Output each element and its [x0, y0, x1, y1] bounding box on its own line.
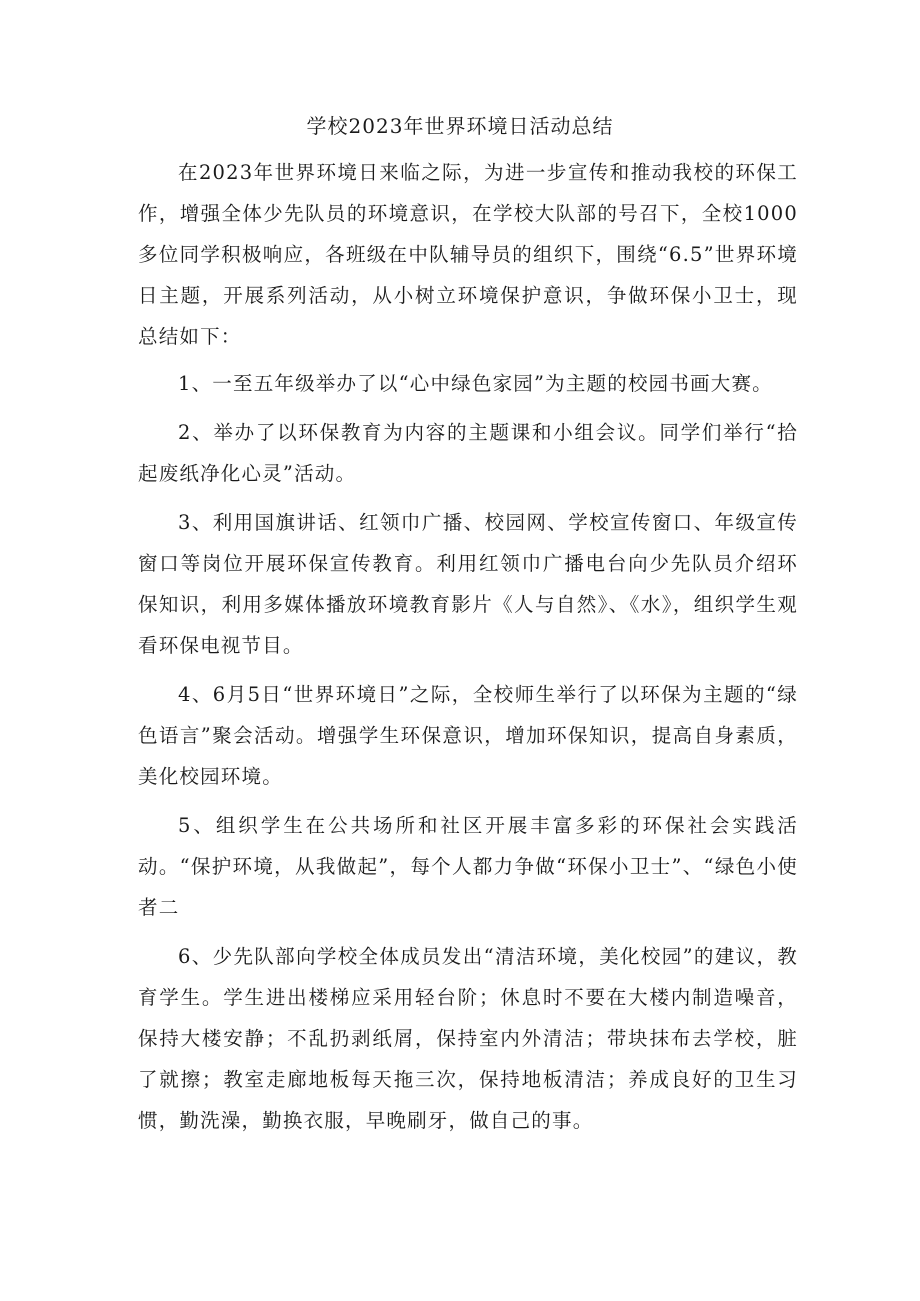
document-title: 学校2023年世界环境日活动总结 — [306, 114, 614, 138]
item-paragraph-2: 2、举办了以环保教育为内容的主题课和小组会议。同学们举行“拾起废纸净化心灵”活动。 — [138, 421, 798, 485]
document-body — [138, 152, 798, 1149]
item-paragraph-1: 1、一至五年级举办了以“心中绿色家园”为主题的校园书画大赛。 — [178, 372, 773, 395]
item-paragraph-3: 3、利用国旗讲话、红领巾广播、校园网、学校宣传窗口、年级宣传窗口等岗位开展环保宣传教育。利用红领巾广播电台向少先队员介绍环保知识，利用多媒体播放环境教育影片《人与自然》、《水》，组织学生观看环保电视节目。 — [138, 511, 798, 657]
intro-paragraph: 在2023年世界环境日来临之际，为进一步宣传和推动我校的环保工作，增强全体少先队员的环境意识，在学校大队部的号召下，全校1000多位同学积极响应，各班级在中队辅导员的组织下，围绕“6.5”世界环境日主题，开展系列活动，从小树立环境保护意识，争做环保小卫士，现总结如下： — [138, 161, 798, 348]
item-paragraph-6: 6、少先队部向学校全体成员发出“清洁环境，美化校园”的建议，教育学生。学生进出楼梯应采用轻台阶；休息时不要在大楼内制造噪音，保持大楼安静；不乱扔剥纸屑，保持室内外清洁；带块抹布去学校，脏了就擦；教室走廊地板每天拖三次，保持地板清洁；养成良好的卫生习惯，勤洗澡，勤换衣服，早晚刷牙，做自己的事。 — [138, 945, 798, 1132]
item-paragraph-5: 5、组织学生在公共场所和社区开展丰富多彩的环保社会实践活动。“保护环境，从我做起”，每个人都力争做“环保小卫士”、“绿色小使者二 — [138, 814, 798, 919]
item-paragraph-4: 4、6月5日“世界环境日”之际，全校师生举行了以环保为主题的“绿色语言”聚会活动。增强学生环保意识，增加环保知识，提高自身素质，美化校园环境。 — [138, 683, 798, 788]
